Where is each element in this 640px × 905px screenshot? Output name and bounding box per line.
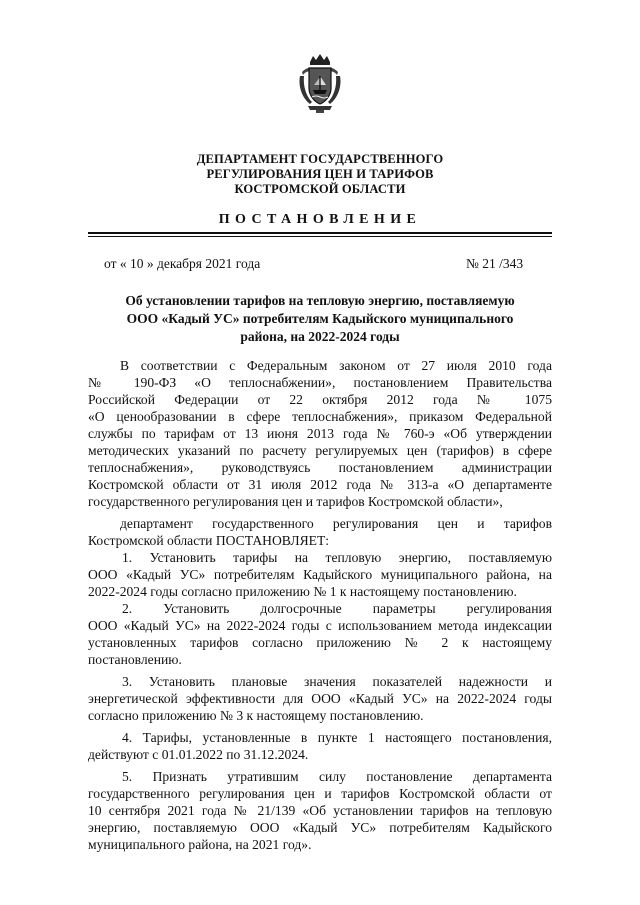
body-line: 1. Установить тарифы на тепловую энергию, поставляемую bbox=[122, 550, 552, 565]
header-divider-thin bbox=[88, 236, 552, 237]
body-line: энергию, поставляемую ООО «Кадый УС» потребителям Кадыйского bbox=[88, 820, 552, 835]
header-divider-thick bbox=[88, 232, 552, 234]
subject-line: ООО «Кадый УС» потребителям Кадыйского муниципального bbox=[126, 311, 514, 326]
body-line: В соответствии с Федеральным законом от 27 июля 2010 года bbox=[120, 358, 552, 373]
department-name-line: КОСТРОМСКОЙ ОБЛАСТИ bbox=[234, 182, 406, 196]
body-line: постановлению. bbox=[88, 652, 182, 667]
document-type-title: ПОСТАНОВЛЕНИЕ bbox=[218, 212, 422, 227]
body-line: установленных тарифов согласно приложению № 2 к настоящему bbox=[88, 635, 552, 650]
body-line: ООО «Кадый УС» на 2022-2024 годы с использованием метода индексации bbox=[88, 618, 552, 633]
body-line: ООО «Кадый УС» потребителям Кадыйского муниципального района, на bbox=[88, 567, 552, 582]
body-line: 2. Установить долгосрочные параметры регулирования bbox=[122, 601, 552, 616]
department-name-line: РЕГУЛИРОВАНИЯ ЦЕН И ТАРИФОВ bbox=[206, 167, 434, 181]
body-line: 5. Признать утратившим силу постановление департамента bbox=[122, 769, 552, 784]
body-line: № 190-ФЗ «О теплоснабжении», постановлением Правительства bbox=[88, 375, 552, 390]
body-line: «О ценообразовании в сфере теплоснабжения», приказом Федеральной bbox=[88, 409, 552, 424]
body-line: методических указаний по расчету регулируемых цен (тарифов) в сфере bbox=[88, 443, 552, 458]
subject-line: Об установлении тарифов на тепловую энергию, поставляемую bbox=[125, 293, 515, 308]
body-line: государственного регулирования цен и тарифов Костромской области от bbox=[88, 786, 552, 801]
body-line: департамент государственного регулирования цен и тарифов bbox=[120, 516, 552, 531]
body-line: энергетической эффективности для ООО «Кадый УС» на 2022-2024 годы bbox=[88, 691, 552, 706]
body-line: 3. Установить плановые значения показателей надежности и bbox=[122, 674, 552, 689]
subject-line: района, на 2022-2024 годы bbox=[240, 329, 400, 344]
body-line: согласно приложению № 3 к настоящему постановлению. bbox=[88, 708, 424, 723]
body-line: 4. Тарифы, установленные в пункте 1 настоящего постановления, bbox=[122, 730, 552, 745]
coat-of-arms-icon bbox=[296, 52, 344, 114]
body-line: 2022-2024 годы согласно приложению № 1 к настоящему постановлению. bbox=[88, 584, 517, 599]
document-number: № 21 /343 bbox=[466, 256, 524, 271]
body-line: государственного регулирования цен и тарифов Костромской области», bbox=[88, 494, 503, 509]
body-line: 10 сентября 2021 года № 21/139 «Об установлении тарифов на тепловую bbox=[88, 803, 552, 818]
body-line: Костромской области ПОСТАНОВЛЯЕТ: bbox=[88, 533, 330, 548]
body-line: Российской Федерации от 22 октября 2012 года № 1075 bbox=[88, 392, 552, 407]
department-name-line: ДЕПАРТАМЕНТ ГОСУДАРСТВЕННОГО bbox=[196, 152, 444, 166]
body-line: муниципального района, на 2021 год». bbox=[88, 837, 312, 852]
body-line: теплоснабжения», руководствуясь постановлением администрации bbox=[88, 460, 552, 475]
document-date: от « 10 » декабря 2021 года bbox=[104, 256, 261, 271]
body-line: действуют с 01.01.2022 по 31.12.2024. bbox=[88, 747, 309, 762]
body-line: Костромской области от 31 июля 2012 года № 313-а «О департаменте bbox=[88, 477, 552, 492]
body-line: службы по тарифам от 13 июня 2013 года № 760-э «Об утверждении bbox=[88, 426, 552, 441]
